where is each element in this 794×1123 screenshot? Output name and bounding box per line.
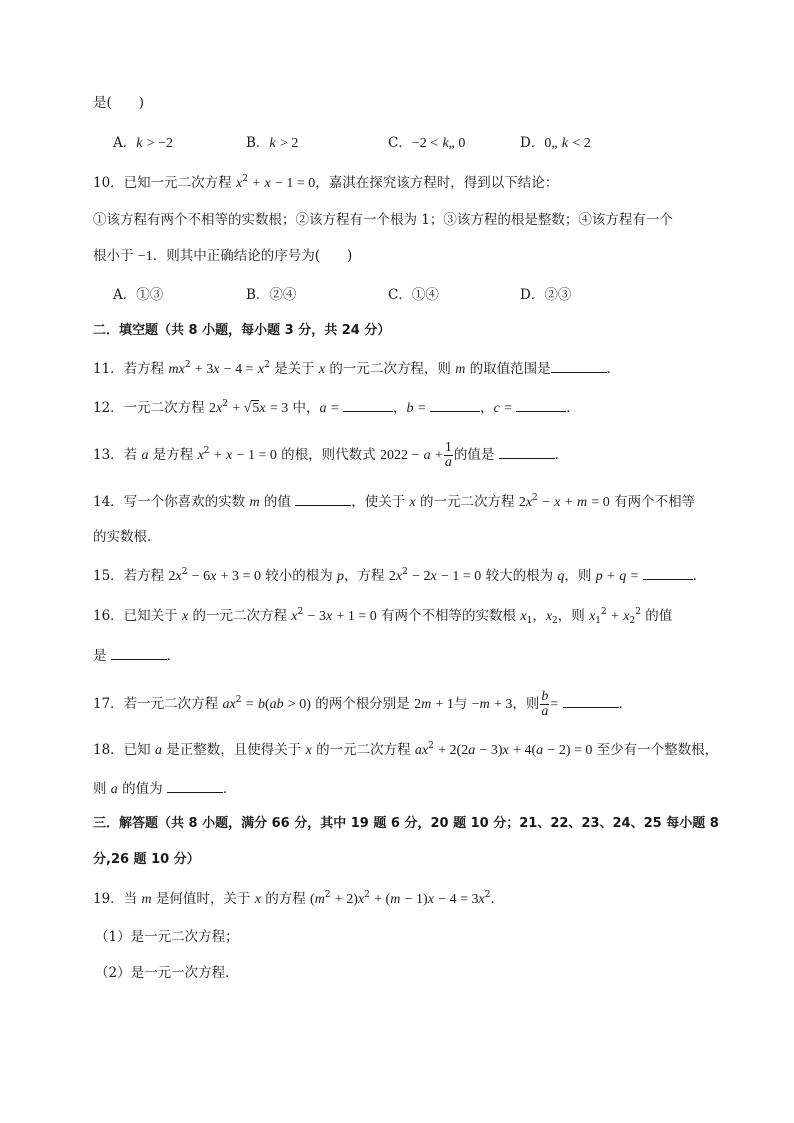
q14-answer-blank[interactable] [295,491,351,506]
q13-fraction: $\frac{1}{a}$ [444,440,452,470]
q10-line2: ①该方程有两个不相等的实数根；②该方程有一个根为 1；③该方程的根是整数；④该方程有一个 [93,212,673,228]
q9-option-a[interactable]: A．k > −2 [113,135,174,151]
q10-stem: 10．已知一元二次方程 $x^2 + x - 1 = 0$，嘉淇在探究该方程时，得到以下结论： [93,174,559,191]
q18-line1: 18．已知 a 是正整数，且使得关于 x 的一元二次方程 $ax^2 + 2(2a - 3)x + 4(a - 2) = 0$ 至少有一个整数根， [93,741,719,758]
q9-option-c[interactable]: C．−2 < k„ 0 [388,135,466,151]
section-2-heading: 二．填空题（共 8 小题，每小题 3 分，共 24 分） [93,323,391,338]
q12: 12．一元二次方程 $2x^2 + √5x = 3$ 中，a = ，b = ，c = ． [93,399,580,416]
section-3-heading-line2: 分,26 题 10 分） [93,852,200,867]
q17-answer-blank[interactable] [563,693,619,708]
q16-answer-blank[interactable] [111,645,167,660]
q17-fraction: $\frac{b}{a}$ [541,689,549,719]
q12-a-blank[interactable] [343,397,393,412]
q13-answer-blank[interactable] [499,444,555,459]
q9-option-d[interactable]: D．0„ k < 2 [520,135,591,151]
q10-line3: 根小于 −1．则其中正确结论的序号为( ) [93,248,353,264]
q10-option-a[interactable]: A．①③ [113,287,164,303]
q16-line1: 16．已知关于 x 的一元二次方程 $x^2 - 3x + 1 = 0$ 有两个不相等的实数根 $x_1$，$x_2$，则 $x_1^2 + x_2^2$ 的值 [93,607,673,626]
q14-line1: 14．写一个你喜欢的实数 m 的值 ，使关于 x 的一元二次方程 $2x^2 - x + m = 0$ 有两个不相等 [93,493,696,510]
q15-answer-blank[interactable] [643,565,693,580]
q19-part2: （2）是一元一次方程． [95,965,239,981]
q18-line2: 则 a 的值为 ． [93,778,236,800]
q12-b-blank[interactable] [430,397,480,412]
q14-line2: 的实数根． [93,529,161,545]
q10-option-c[interactable]: C．①④ [388,287,439,303]
q12-c-blank[interactable] [516,397,566,412]
q9-tail: 是( ) [93,95,145,111]
q18-answer-blank[interactable] [167,778,223,793]
section-3-heading-line1: 三．解答题（共 8 小题，满分 66 分，其中 19 题 6 分，20 题 10 分；21、22、23、24、25 每小题 8 [93,816,719,831]
q16-line2: 是 ． [93,645,180,666]
q15: 15．若方程 $2x^2 - 6x + 3 = 0$ 较小的根为 p，方程 $2x^2 - 2x - 1 = 0$ 较大的根为 q，则 p + q = ． [93,567,707,584]
q10-option-d[interactable]: D．②③ [520,287,572,303]
q9-option-b[interactable]: B．k > 2 [246,135,299,151]
q17: 17．若一元二次方程 $ax^2 = b(ab > 0)$ 的两个根分别是 2m + 1与 −m + 3，则 $\frac{b}{a}$ = ． [93,689,633,719]
q11: 11．若方程 $mx^2 + 3x - 4 = x^2$ 是关于 x 的一元二次方程，则 m 的取值范围是 ． [93,360,621,377]
q11-answer-blank[interactable] [551,358,607,373]
q13: 13．若 a 是方程 $x^2 + x - 1 = 0$ 的根，则代数式 2022 − a + $\frac{1}{a}$ 的值是 ． [93,440,569,470]
q10-option-b[interactable]: B．②④ [246,287,297,303]
q19-stem: 19．当 m 是何值时，关于 x 的方程 $(m^2 + 2)x^2 + (m - 1)x - 4 = 3x^2$． [93,890,504,907]
q19-part1: （1）是一元二次方程； [95,929,239,945]
